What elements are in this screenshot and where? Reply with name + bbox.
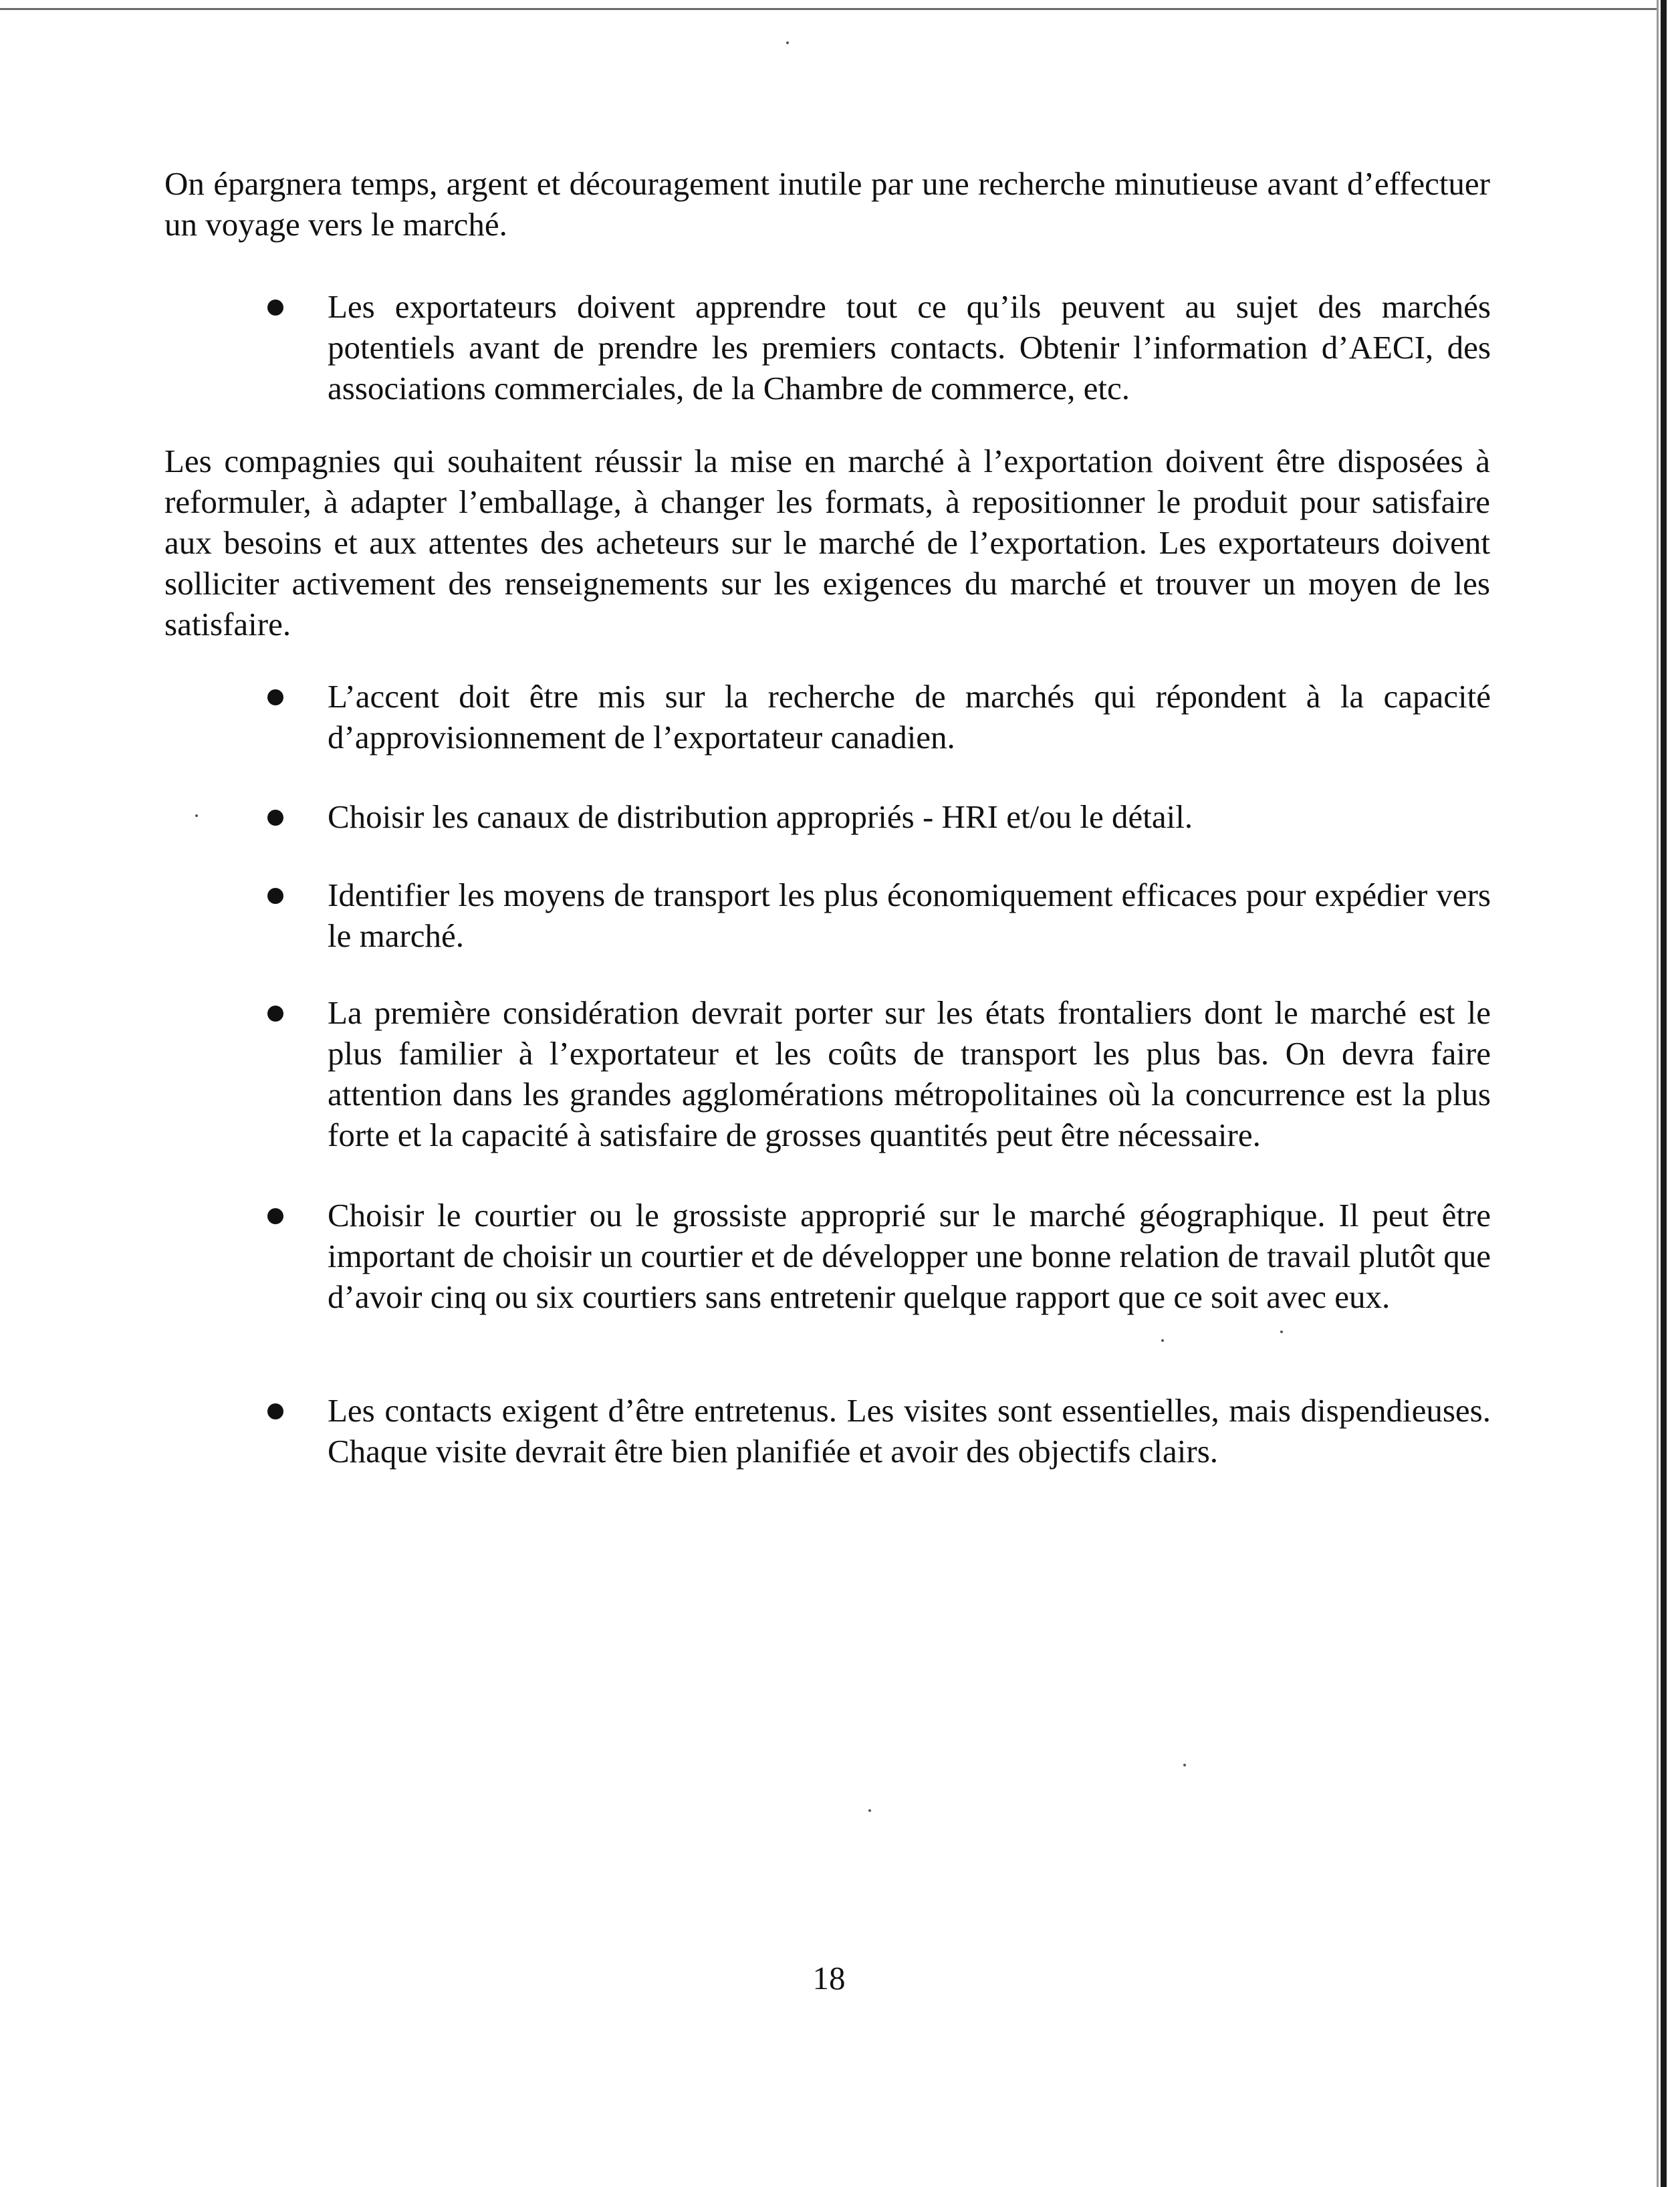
page-number: 18 [812,1960,846,1996]
bullet-text: Choisir le courtier ou le grossiste approprié sur le marché géographique. Il peut être important de choisir un courtier et de développer une bonne relation de travail plutôt que d’avoir cinq ou six courtiers sans entretenir quelque rapport que ce soit avec eux. [328,1197,1491,1315]
bullet-dot-icon [267,1403,283,1419]
top-rule [0,8,1658,10]
bullet-text: Identifier les moyens de transport les plus économiquement efficaces pour expédier vers le marché. [328,877,1491,954]
bullet-text: Choisir les canaux de distribution appropriés - HRI et/ou le détail. [328,798,1193,835]
right-border-shadow [1657,0,1659,2187]
scan-speck [1280,1331,1283,1333]
bullet-text: Les exportateurs doivent apprendre tout ce qu’ils peuvent au sujet des marchés potentiels avant de prendre les premiers contacts. Obtenir l’information d’AECI, des associations commerciales, de la Chambre de commerce, etc. [328,288,1491,407]
bullet-dot-icon [267,689,283,705]
right-border [1661,0,1667,2187]
paragraph-adaptation: Les compagnies qui souhaitent réussir la mise en marché à l’exportation doivent être disposées à reformuler, à adapter l’emballage, à changer les formats, à repositionner le produit pour satisfaire aux besoins et aux attentes des acheteurs sur le marché de l’exportation. Les exportateurs doivent solliciter activement des renseignements sur les exigences du marché et trouver un moyen de les satisfaire. [164,443,1490,643]
scan-speck [868,1809,871,1812]
paragraph-intro: On épargnera temps, argent et découragement inutile par une recherche minutieuse avant d’effectuer un voyage vers le marché. [164,165,1490,243]
bullet-text: L’accent doit être mis sur la recherche de marchés qui répondent à la capacité d’approvisionnement de l’exportateur canadien. [328,678,1491,756]
scan-speck [1161,1339,1164,1342]
bullet-text: La première considération devrait porter sur les états frontaliers dont le marché est le plus familier à l’exportateur et les coûts de transport les plus bas. On devra faire attention dans les grandes agglomérations métropolitaines où la concurrence est la plus forte et la capacité à satisfaire de grosses quantités peut être nécessaire. [328,994,1491,1153]
scan-speck [786,41,789,44]
bullet-dot-icon [267,1006,283,1022]
bullet-dot-icon [267,810,283,826]
bullet-dot-icon [267,1208,283,1224]
scan-speck [195,814,198,817]
scan-speck [1183,1764,1186,1766]
bullet-dot-icon [267,888,283,904]
bullet-dot-icon [267,300,283,316]
bullet-text: Les contacts exigent d’être entretenus. Les visites sont essentielles, mais dispendieuses. Chaque visite devrait être bien planifiée et avoir des objectifs clairs. [328,1392,1491,1470]
